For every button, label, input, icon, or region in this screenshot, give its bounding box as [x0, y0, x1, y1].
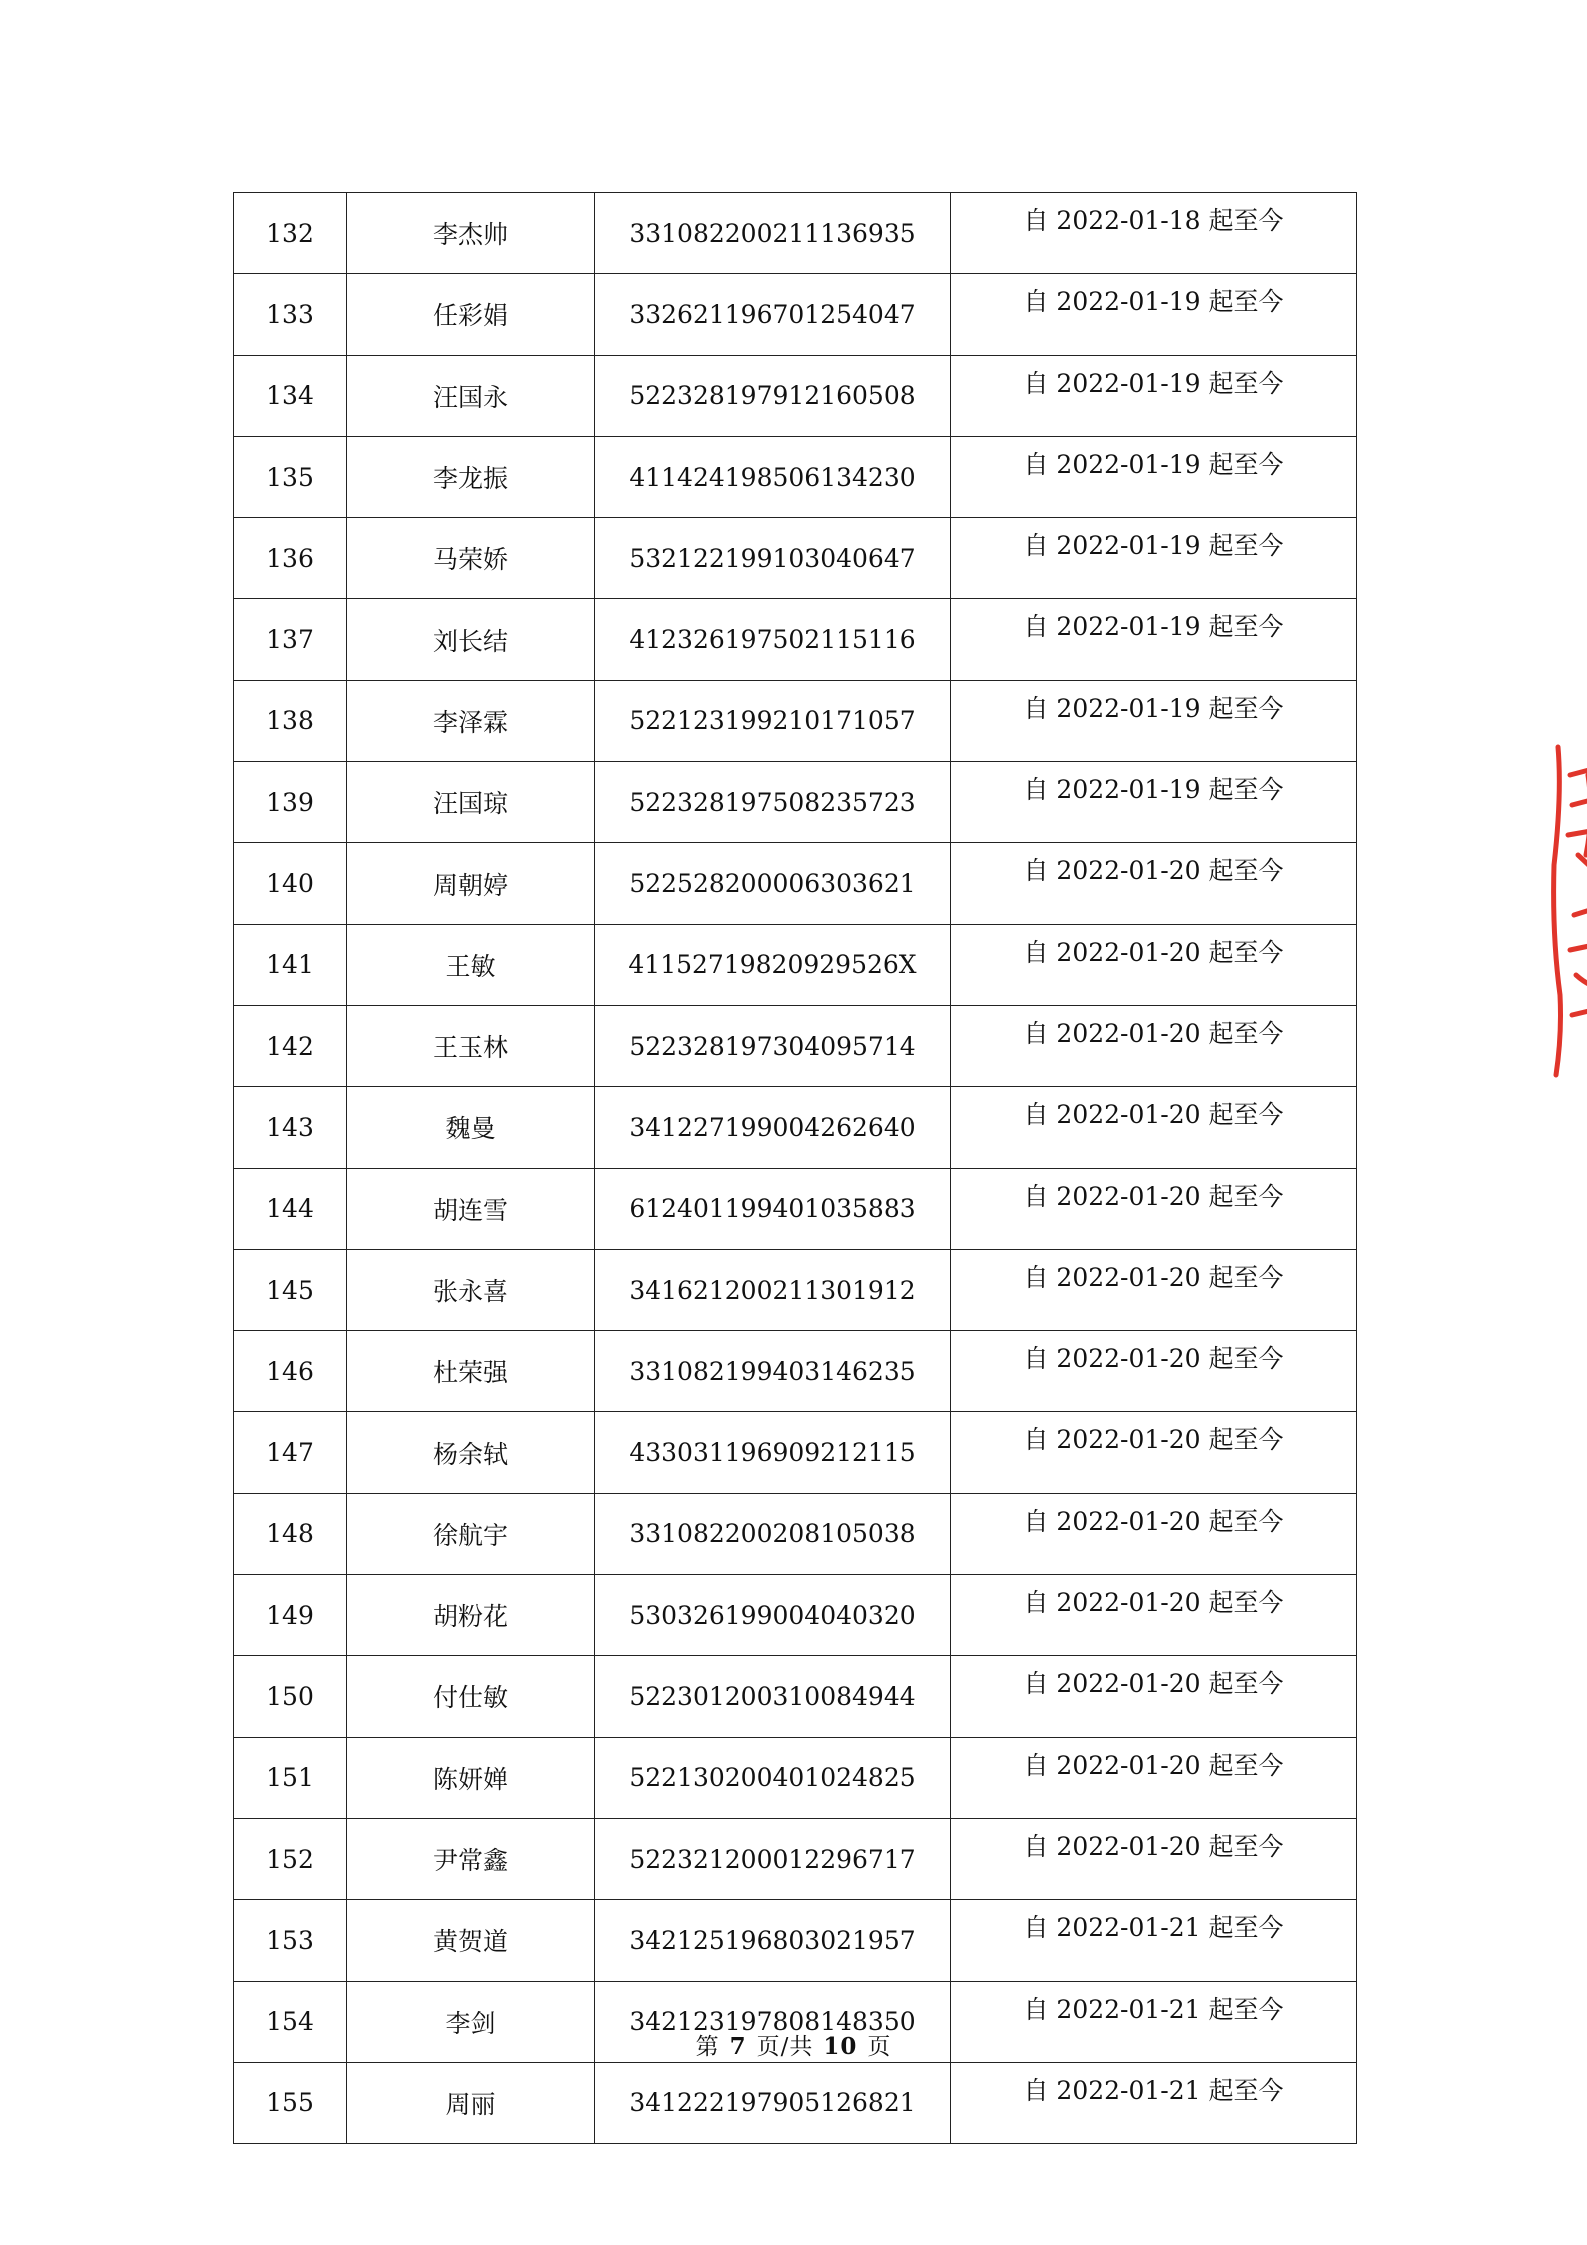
period-cell: 自 2022-01-20 起至今: [951, 1818, 1357, 1899]
id-number-cell: 412326197502115116: [595, 599, 951, 680]
name-cell: 李泽霖: [347, 680, 595, 761]
row-number-cell: 148: [234, 1493, 347, 1574]
name-cell: 周朝婷: [347, 843, 595, 924]
period-cell: 自 2022-01-20 起至今: [951, 1656, 1357, 1737]
period-cell: 自 2022-01-19 起至今: [951, 355, 1357, 436]
row-number-cell: 146: [234, 1331, 347, 1412]
table-row: [234, 1087, 1357, 1168]
row-number-cell: 141: [234, 924, 347, 1005]
name-cell: 胡粉花: [347, 1575, 595, 1656]
period-cell: 自 2022-01-18 起至今: [951, 193, 1357, 274]
table-row: [234, 1575, 1357, 1656]
row-number-cell: 134: [234, 355, 347, 436]
row-number-cell: 143: [234, 1087, 347, 1168]
footer-total-pages: 10: [823, 2033, 858, 2060]
id-number-cell: 522321200012296717: [595, 1818, 951, 1899]
roster-table-body: [234, 193, 1357, 2144]
period-cell: 自 2022-01-20 起至今: [951, 1575, 1357, 1656]
row-number-cell: 142: [234, 1005, 347, 1086]
name-cell: 刘长结: [347, 599, 595, 680]
name-cell: 周丽: [347, 2062, 595, 2143]
name-cell: 陈妍婵: [347, 1737, 595, 1818]
period-cell: 自 2022-01-21 起至今: [951, 1900, 1357, 1981]
row-number-cell: 132: [234, 193, 347, 274]
period-cell: 自 2022-01-19 起至今: [951, 436, 1357, 517]
name-cell: 王敏: [347, 924, 595, 1005]
period-cell: 自 2022-01-21 起至今: [951, 2062, 1357, 2143]
name-cell: 杨余轼: [347, 1412, 595, 1493]
table-row: [234, 1900, 1357, 1981]
period-cell: 自 2022-01-20 起至今: [951, 1005, 1357, 1086]
id-number-cell: 342123197808148350: [595, 1981, 951, 2062]
id-number-cell: 612401199401035883: [595, 1168, 951, 1249]
table-row: [234, 762, 1357, 843]
id-number-cell: 532122199103040647: [595, 518, 951, 599]
table-row: [234, 355, 1357, 436]
row-number-cell: 155: [234, 2062, 347, 2143]
row-number-cell: 144: [234, 1168, 347, 1249]
row-number-cell: 154: [234, 1981, 347, 2062]
id-number-cell: 331082200208105038: [595, 1493, 951, 1574]
row-number-cell: 139: [234, 762, 347, 843]
id-number-cell: 332621196701254047: [595, 274, 951, 355]
table-row: [234, 680, 1357, 761]
table-row: [234, 1737, 1357, 1818]
name-cell: 汪国琼: [347, 762, 595, 843]
period-cell: 自 2022-01-19 起至今: [951, 680, 1357, 761]
table-row: [234, 1331, 1357, 1412]
row-number-cell: 133: [234, 274, 347, 355]
footer-prefix: 第: [695, 2034, 720, 2060]
table-row: [234, 599, 1357, 680]
name-cell: 黄贺道: [347, 1900, 595, 1981]
table-row: [234, 1818, 1357, 1899]
table-row: [234, 1249, 1357, 1330]
row-number-cell: 147: [234, 1412, 347, 1493]
name-cell: 王玉林: [347, 1005, 595, 1086]
id-number-cell: 522123199210171057: [595, 680, 951, 761]
roster-table: [233, 192, 1357, 2144]
id-number-cell: 522528200006303621: [595, 843, 951, 924]
name-cell: 胡连雪: [347, 1168, 595, 1249]
id-number-cell: 341621200211301912: [595, 1249, 951, 1330]
table-row: [234, 1493, 1357, 1574]
period-cell: 自 2022-01-20 起至今: [951, 924, 1357, 1005]
id-number-cell: 522328197912160508: [595, 355, 951, 436]
period-cell: 自 2022-01-20 起至今: [951, 1331, 1357, 1412]
id-number-cell: 530326199004040320: [595, 1575, 951, 1656]
id-number-cell: 411424198506134230: [595, 436, 951, 517]
row-number-cell: 136: [234, 518, 347, 599]
name-cell: 李剑: [347, 1981, 595, 2062]
name-cell: 付仕敏: [347, 1656, 595, 1737]
footer-current-page: 7: [729, 2033, 747, 2060]
id-number-cell: 522328197508235723: [595, 762, 951, 843]
table-row: [234, 436, 1357, 517]
table-row: [234, 1412, 1357, 1493]
table-row: [234, 924, 1357, 1005]
row-number-cell: 150: [234, 1656, 347, 1737]
name-cell: 任彩娟: [347, 274, 595, 355]
row-number-cell: 151: [234, 1737, 347, 1818]
name-cell: 张永喜: [347, 1249, 595, 1330]
id-number-cell: 522130200401024825: [595, 1737, 951, 1818]
table-row: [234, 843, 1357, 924]
red-seal-stamp: [1548, 735, 1587, 1080]
row-number-cell: 140: [234, 843, 347, 924]
period-cell: 自 2022-01-19 起至今: [951, 518, 1357, 599]
table-row: [234, 1656, 1357, 1737]
id-number-cell: 341227199004262640: [595, 1087, 951, 1168]
name-cell: 徐航宇: [347, 1493, 595, 1574]
table-row: [234, 193, 1357, 274]
row-number-cell: 153: [234, 1900, 347, 1981]
id-number-cell: 522301200310084944: [595, 1656, 951, 1737]
name-cell: 杜荣强: [347, 1331, 595, 1412]
table-row: [234, 2062, 1357, 2143]
id-number-cell: 341222197905126821: [595, 2062, 951, 2143]
row-number-cell: 152: [234, 1818, 347, 1899]
table-row: [234, 1005, 1357, 1086]
name-cell: 马荣娇: [347, 518, 595, 599]
period-cell: 自 2022-01-19 起至今: [951, 274, 1357, 355]
id-number-cell: 522328197304095714: [595, 1005, 951, 1086]
name-cell: 李杰帅: [347, 193, 595, 274]
row-number-cell: 145: [234, 1249, 347, 1330]
row-number-cell: 137: [234, 599, 347, 680]
name-cell: 尹常鑫: [347, 1818, 595, 1899]
period-cell: 自 2022-01-20 起至今: [951, 843, 1357, 924]
period-cell: 自 2022-01-20 起至今: [951, 1249, 1357, 1330]
footer-suffix: 页: [867, 2034, 892, 2060]
page-footer: [0, 2028, 1587, 2061]
table-row: [234, 518, 1357, 599]
row-number-cell: 138: [234, 680, 347, 761]
id-number-cell: 331082199403146235: [595, 1331, 951, 1412]
footer-middle: 页/共: [756, 2034, 814, 2060]
period-cell: 自 2022-01-19 起至今: [951, 762, 1357, 843]
period-cell: 自 2022-01-20 起至今: [951, 1168, 1357, 1249]
period-cell: 自 2022-01-19 起至今: [951, 599, 1357, 680]
id-number-cell: 342125196803021957: [595, 1900, 951, 1981]
period-cell: 自 2022-01-20 起至今: [951, 1087, 1357, 1168]
id-number-cell: 433031196909212115: [595, 1412, 951, 1493]
period-cell: 自 2022-01-20 起至今: [951, 1737, 1357, 1818]
row-number-cell: 149: [234, 1575, 347, 1656]
id-number-cell: 331082200211136935: [595, 193, 951, 274]
period-cell: 自 2022-01-20 起至今: [951, 1412, 1357, 1493]
period-cell: 自 2022-01-20 起至今: [951, 1493, 1357, 1574]
period-cell: 自 2022-01-21 起至今: [951, 1981, 1357, 2062]
table-row: [234, 1168, 1357, 1249]
row-number-cell: 135: [234, 436, 347, 517]
name-cell: 李龙振: [347, 436, 595, 517]
name-cell: 魏曼: [347, 1087, 595, 1168]
id-number-cell: 41152719820929526X: [595, 924, 951, 1005]
name-cell: 汪国永: [347, 355, 595, 436]
table-row: [234, 274, 1357, 355]
